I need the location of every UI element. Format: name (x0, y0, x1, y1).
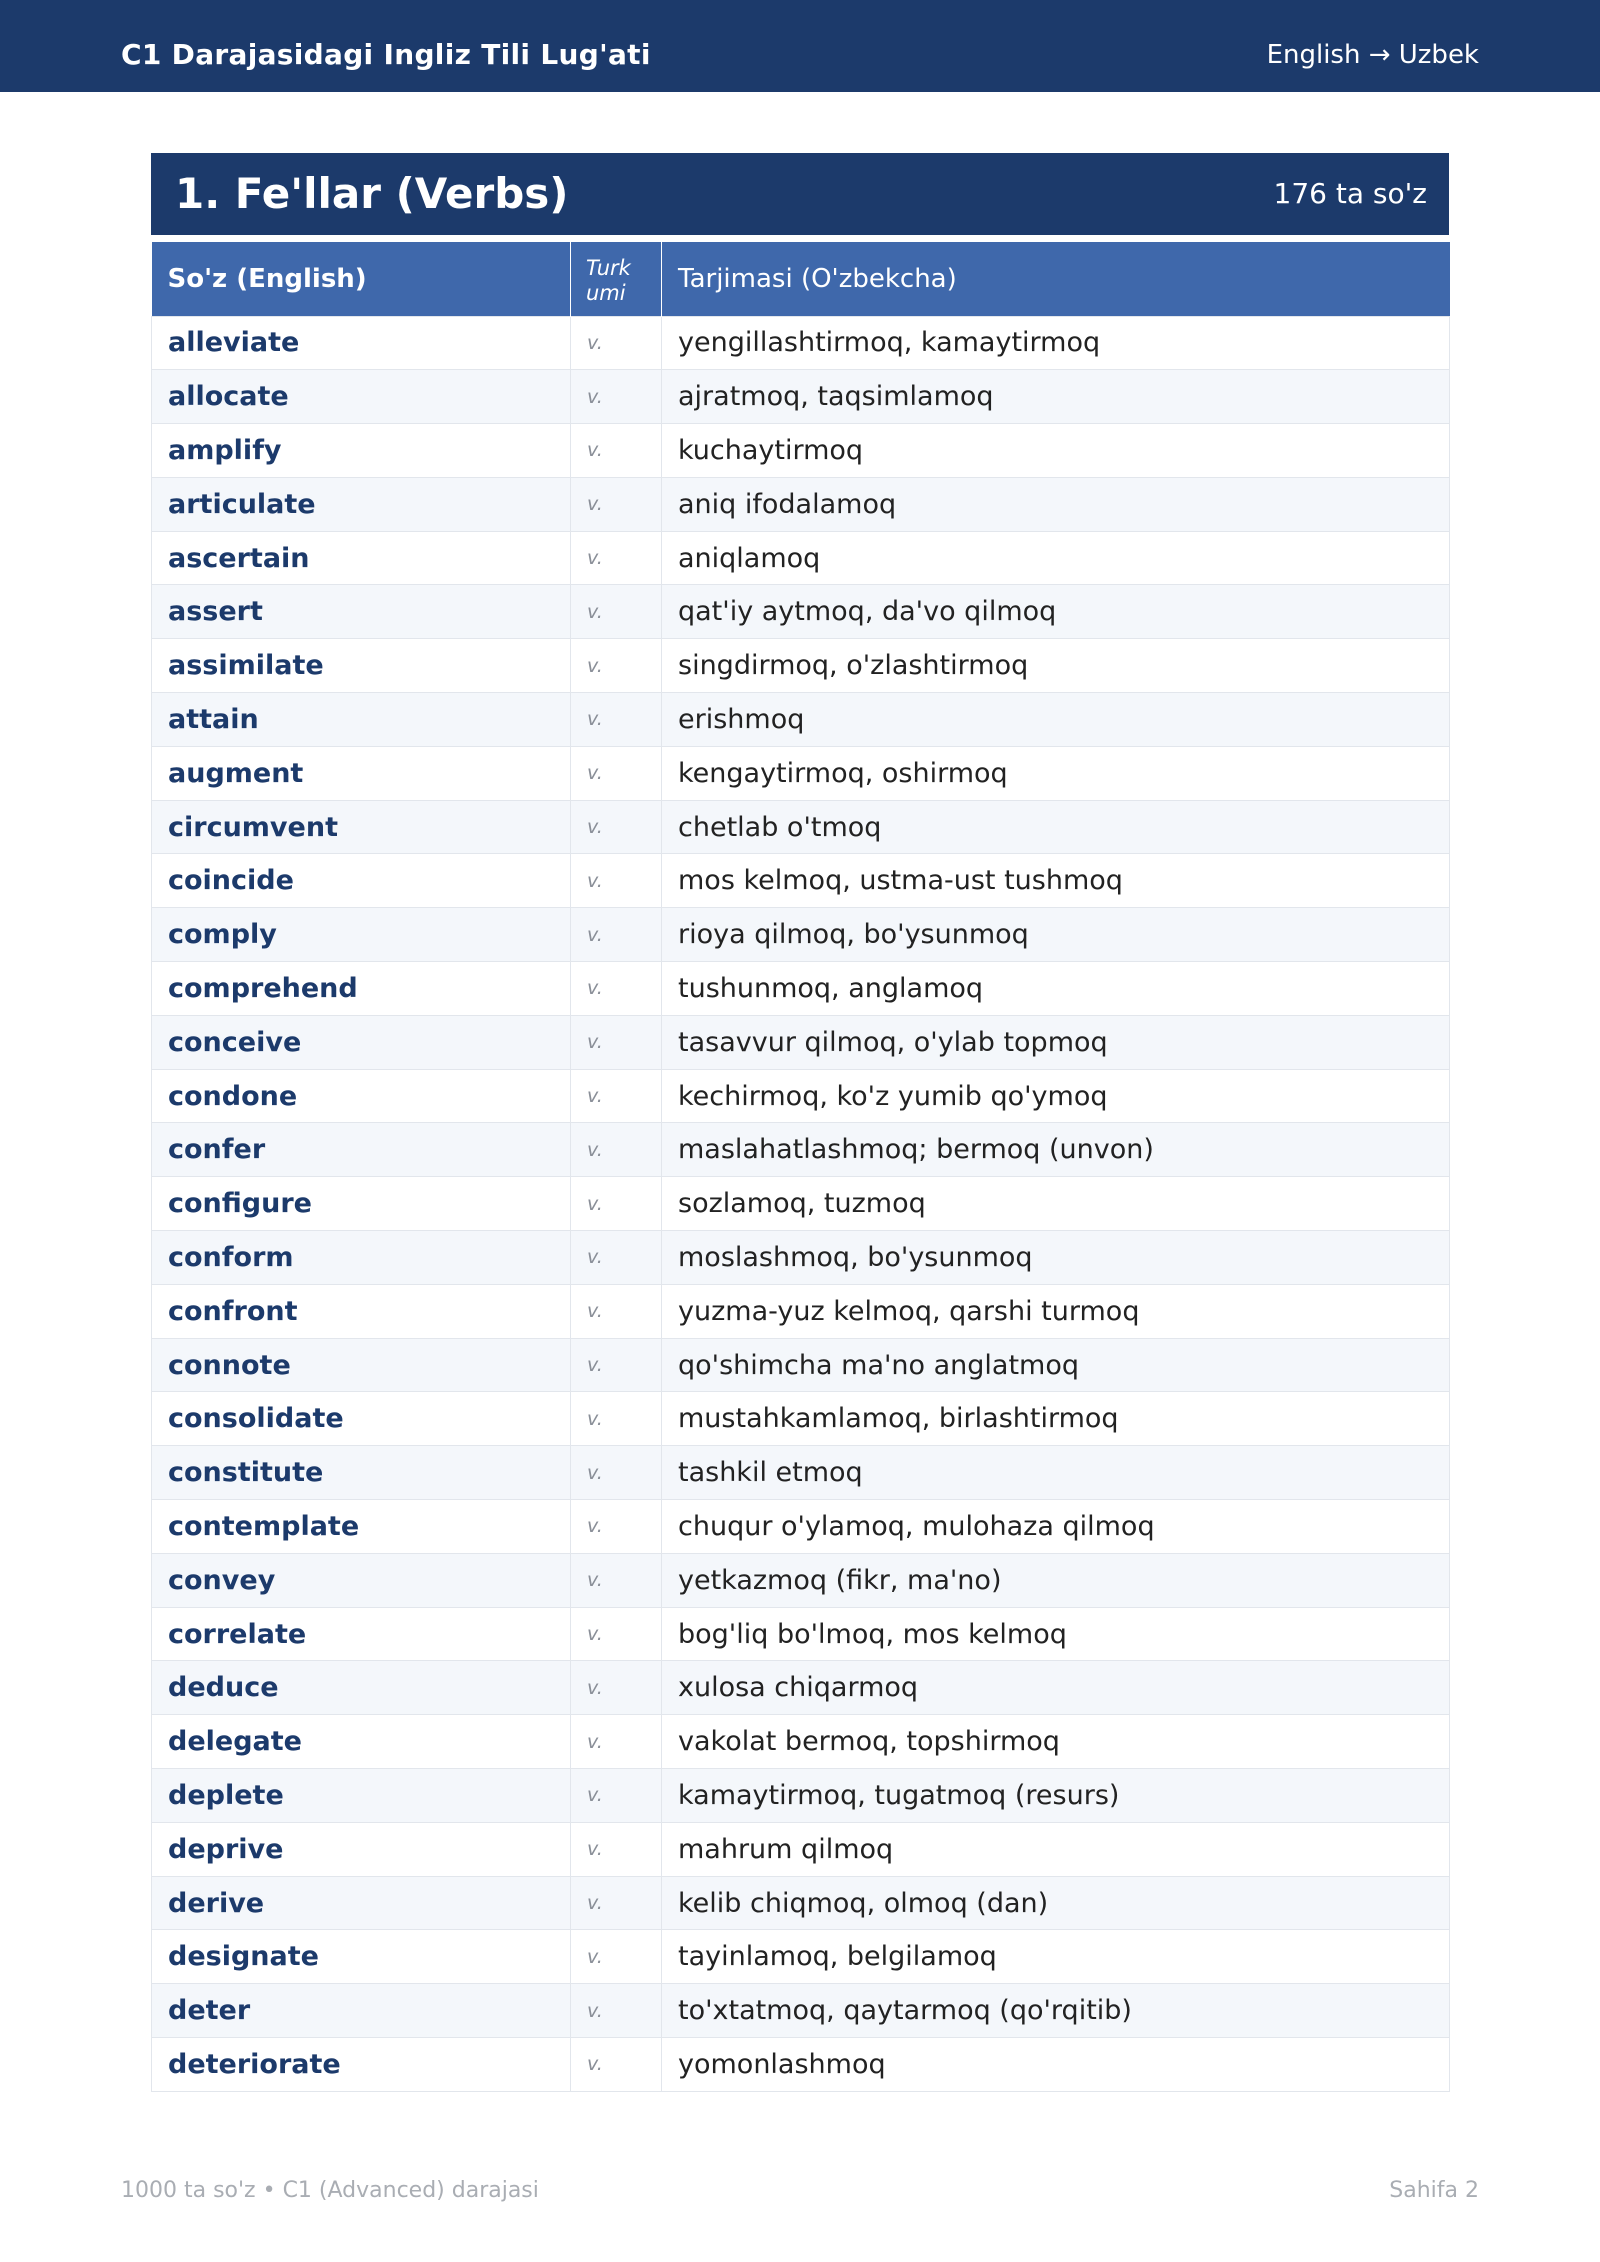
translation-cell: mos kelmoq, ustma-ust tushmoq (662, 854, 1450, 908)
translation-cell: kechirmoq, ko'z yumib qo'ymoq (662, 1069, 1450, 1123)
word-cell: conform (152, 1231, 571, 1285)
translation-cell: mustahkamlamoq, birlashtirmoq (662, 1392, 1450, 1446)
word-cell: conceive (152, 1015, 571, 1069)
table-row (152, 1069, 1450, 1123)
translation-cell: aniqlamoq (662, 531, 1450, 585)
column-header-pos-line2: umi (586, 280, 626, 305)
word-cell: amplify (152, 424, 571, 478)
word-cell: contemplate (152, 1500, 571, 1554)
translation-cell: erishmoq (662, 693, 1450, 747)
part-of-speech-cell: v. (571, 585, 662, 639)
table-row (152, 1123, 1450, 1177)
part-of-speech-cell: v. (571, 477, 662, 531)
part-of-speech-cell: v. (571, 531, 662, 585)
translation-cell: chetlab o'tmoq (662, 800, 1450, 854)
table-body (152, 316, 1450, 2091)
translation-cell: tayinlamoq, belgilamoq (662, 1930, 1450, 1984)
part-of-speech-cell: v. (571, 962, 662, 1016)
section-title: 1. Fe'llar (Verbs) (175, 169, 569, 218)
word-cell: connote (152, 1338, 571, 1392)
word-cell: deplete (152, 1769, 571, 1823)
part-of-speech-cell: v. (571, 1822, 662, 1876)
translation-cell: chuqur o'ylamoq, mulohaza qilmoq (662, 1500, 1450, 1554)
part-of-speech-cell: v. (571, 1284, 662, 1338)
part-of-speech-cell: v. (571, 316, 662, 370)
translation-cell: ajratmoq, taqsimlamoq (662, 370, 1450, 424)
part-of-speech-cell: v. (571, 1338, 662, 1392)
word-cell: designate (152, 1930, 571, 1984)
table-row (152, 1284, 1450, 1338)
word-cell: convey (152, 1553, 571, 1607)
word-cell: augment (152, 746, 571, 800)
word-cell: confer (152, 1123, 571, 1177)
part-of-speech-cell: v. (571, 424, 662, 478)
part-of-speech-cell: v. (571, 1553, 662, 1607)
table-row (152, 2038, 1450, 2092)
table-row (152, 477, 1450, 531)
table-row (152, 1984, 1450, 2038)
translation-cell: tushunmoq, anglamoq (662, 962, 1450, 1016)
footer-description: 1000 ta so'z • C1 (Advanced) darajasi (121, 2178, 539, 2203)
table-row (152, 962, 1450, 1016)
part-of-speech-cell: v. (571, 1446, 662, 1500)
table-row (152, 1446, 1450, 1500)
table-header-row (152, 242, 1450, 316)
table-row (152, 854, 1450, 908)
translation-cell: kuchaytirmoq (662, 424, 1450, 478)
translation-cell: yuzma-yuz kelmoq, qarshi turmoq (662, 1284, 1450, 1338)
table-row (152, 908, 1450, 962)
translation-cell: sozlamoq, tuzmoq (662, 1177, 1450, 1231)
translation-cell: kelib chiqmoq, olmoq (dan) (662, 1876, 1450, 1930)
word-cell: circumvent (152, 800, 571, 854)
table-row (152, 1500, 1450, 1554)
section-word-count: 176 ta so'z (1273, 177, 1427, 210)
column-header-part-of-speech (571, 242, 662, 316)
translation-cell: xulosa chiqarmoq (662, 1661, 1450, 1715)
part-of-speech-cell: v. (571, 854, 662, 908)
translation-cell: bog'liq bo'lmoq, mos kelmoq (662, 1607, 1450, 1661)
word-cell: comprehend (152, 962, 571, 1016)
table-row (152, 639, 1450, 693)
word-cell: deduce (152, 1661, 571, 1715)
part-of-speech-cell: v. (571, 1177, 662, 1231)
word-cell: comply (152, 908, 571, 962)
word-cell: deter (152, 1984, 571, 2038)
column-header-translation: Tarjimasi (O'zbekcha) (662, 242, 1450, 316)
table-row (152, 1822, 1450, 1876)
part-of-speech-cell: v. (571, 1069, 662, 1123)
part-of-speech-cell: v. (571, 1661, 662, 1715)
translation-cell: singdirmoq, o'zlashtirmoq (662, 639, 1450, 693)
part-of-speech-cell: v. (571, 1607, 662, 1661)
part-of-speech-cell: v. (571, 800, 662, 854)
translation-cell: yomonlashmoq (662, 2038, 1450, 2092)
language-pair: English → Uzbek (1266, 40, 1479, 70)
part-of-speech-cell: v. (571, 1500, 662, 1554)
part-of-speech-cell: v. (571, 693, 662, 747)
page-number: Sahifa 2 (1389, 2178, 1479, 2203)
table-row (152, 1715, 1450, 1769)
table-row (152, 1876, 1450, 1930)
translation-cell: vakolat bermoq, topshirmoq (662, 1715, 1450, 1769)
word-cell: derive (152, 1876, 571, 1930)
translation-cell: to'xtatmoq, qaytarmoq (qo'rqitib) (662, 1984, 1450, 2038)
part-of-speech-cell: v. (571, 2038, 662, 2092)
part-of-speech-cell: v. (571, 1876, 662, 1930)
translation-cell: aniq ifodalamoq (662, 477, 1450, 531)
translation-cell: yengillashtirmoq, kamaytirmoq (662, 316, 1450, 370)
word-cell: assert (152, 585, 571, 639)
translation-cell: kengaytirmoq, oshirmoq (662, 746, 1450, 800)
part-of-speech-cell: v. (571, 1984, 662, 2038)
table-row (152, 424, 1450, 478)
part-of-speech-cell: v. (571, 1015, 662, 1069)
table-row (152, 693, 1450, 747)
translation-cell: rioya qilmoq, bo'ysunmoq (662, 908, 1450, 962)
part-of-speech-cell: v. (571, 370, 662, 424)
table-row (152, 1661, 1450, 1715)
table-row (152, 316, 1450, 370)
word-cell: constitute (152, 1446, 571, 1500)
word-cell: ascertain (152, 531, 571, 585)
column-header-pos-line1: Turk (586, 255, 631, 280)
table-row (152, 1607, 1450, 1661)
translation-cell: qo'shimcha ma'no anglatmoq (662, 1338, 1450, 1392)
vocabulary-table (151, 242, 1450, 2092)
table-row (152, 531, 1450, 585)
table-row (152, 1015, 1450, 1069)
word-cell: attain (152, 693, 571, 747)
translation-cell: maslahatlashmoq; bermoq (unvon) (662, 1123, 1450, 1177)
table-row (152, 1231, 1450, 1285)
table-row (152, 370, 1450, 424)
table-row (152, 1930, 1450, 1984)
word-cell: coincide (152, 854, 571, 908)
table-row (152, 1769, 1450, 1823)
table-row (152, 1553, 1450, 1607)
word-cell: allocate (152, 370, 571, 424)
part-of-speech-cell: v. (571, 1715, 662, 1769)
part-of-speech-cell: v. (571, 639, 662, 693)
word-cell: deprive (152, 1822, 571, 1876)
word-cell: articulate (152, 477, 571, 531)
table-row (152, 1338, 1450, 1392)
translation-cell: moslashmoq, bo'ysunmoq (662, 1231, 1450, 1285)
word-cell: alleviate (152, 316, 571, 370)
table-row (152, 1177, 1450, 1231)
word-cell: consolidate (152, 1392, 571, 1446)
part-of-speech-cell: v. (571, 1231, 662, 1285)
part-of-speech-cell: v. (571, 1123, 662, 1177)
table-row (152, 746, 1450, 800)
part-of-speech-cell: v. (571, 746, 662, 800)
translation-cell: kamaytirmoq, tugatmoq (resurs) (662, 1769, 1450, 1823)
word-cell: correlate (152, 1607, 571, 1661)
column-header-word: So'z (English) (152, 242, 571, 316)
section-header (151, 153, 1449, 235)
translation-cell: tasavvur qilmoq, o'ylab topmoq (662, 1015, 1450, 1069)
translation-cell: mahrum qilmoq (662, 1822, 1450, 1876)
table-row (152, 1392, 1450, 1446)
translation-cell: yetkazmoq (fikr, ma'no) (662, 1553, 1450, 1607)
word-cell: delegate (152, 1715, 571, 1769)
part-of-speech-cell: v. (571, 1769, 662, 1823)
word-cell: assimilate (152, 639, 571, 693)
part-of-speech-cell: v. (571, 1392, 662, 1446)
translation-cell: tashkil etmoq (662, 1446, 1450, 1500)
word-cell: condone (152, 1069, 571, 1123)
translation-cell: qat'iy aytmoq, da'vo qilmoq (662, 585, 1450, 639)
word-cell: confront (152, 1284, 571, 1338)
part-of-speech-cell: v. (571, 1930, 662, 1984)
table-row (152, 585, 1450, 639)
page-header-bar (0, 0, 1600, 92)
part-of-speech-cell: v. (571, 908, 662, 962)
word-cell: deteriorate (152, 2038, 571, 2092)
document-title: C1 Darajasidagi Ingliz Tili Lug'ati (121, 38, 651, 71)
table-row (152, 800, 1450, 854)
word-cell: configure (152, 1177, 571, 1231)
